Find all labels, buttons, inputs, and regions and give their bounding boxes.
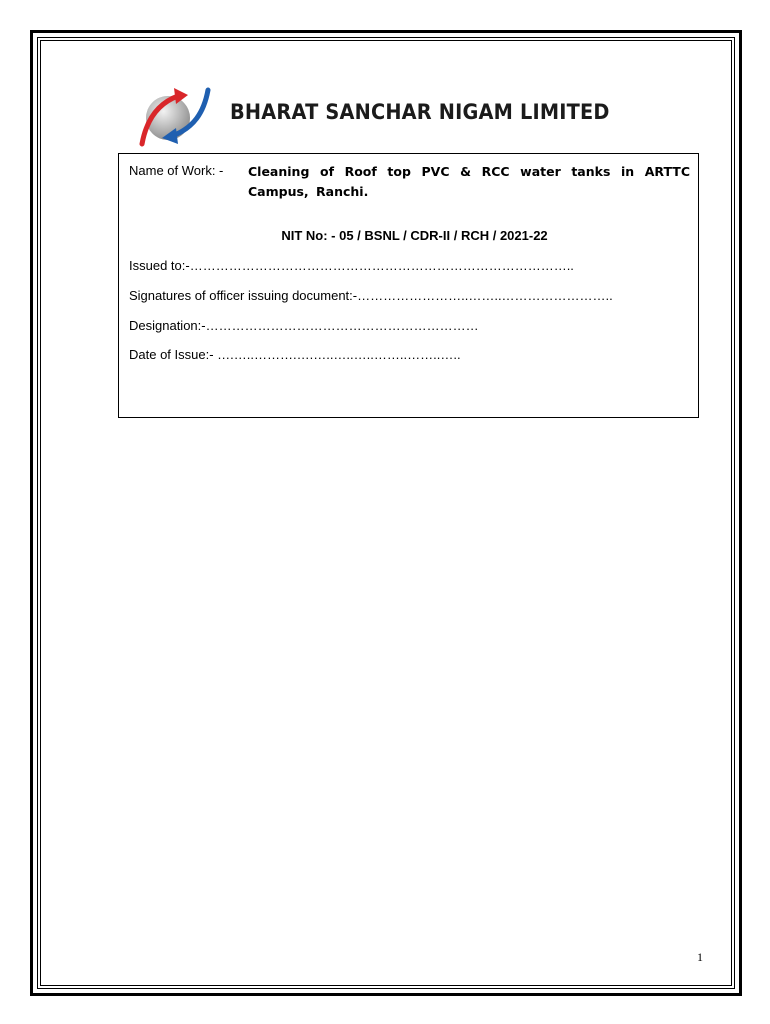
nit-number: NIT No: - 05 / BSNL / CDR-II / RCH / 2021-22 bbox=[281, 228, 548, 243]
designation-field: Designation:-……………………………………………………… bbox=[129, 318, 479, 333]
document-info-box bbox=[118, 153, 699, 418]
issued-to-field: Issued to:-…………………………………………………………………………….. bbox=[129, 258, 574, 273]
date-of-issue-field: Date of Issue:- ….…..……….….…..…..…..……..……..….. bbox=[129, 347, 461, 362]
page-number: 1 bbox=[697, 950, 703, 964]
company-name: BHARAT SANCHAR NIGAM LIMITED bbox=[230, 100, 610, 124]
signatures-field: Signatures of officer issuing document:-……………………..……..…………………….. bbox=[129, 288, 613, 303]
name-of-work-value: Cleaning of Roof top PVC & RCC water tanks in ARTTC Campus, Ranchi. bbox=[248, 164, 690, 199]
name-of-work-label: Name of Work: - bbox=[129, 163, 224, 178]
bsnl-logo-icon bbox=[138, 82, 216, 152]
